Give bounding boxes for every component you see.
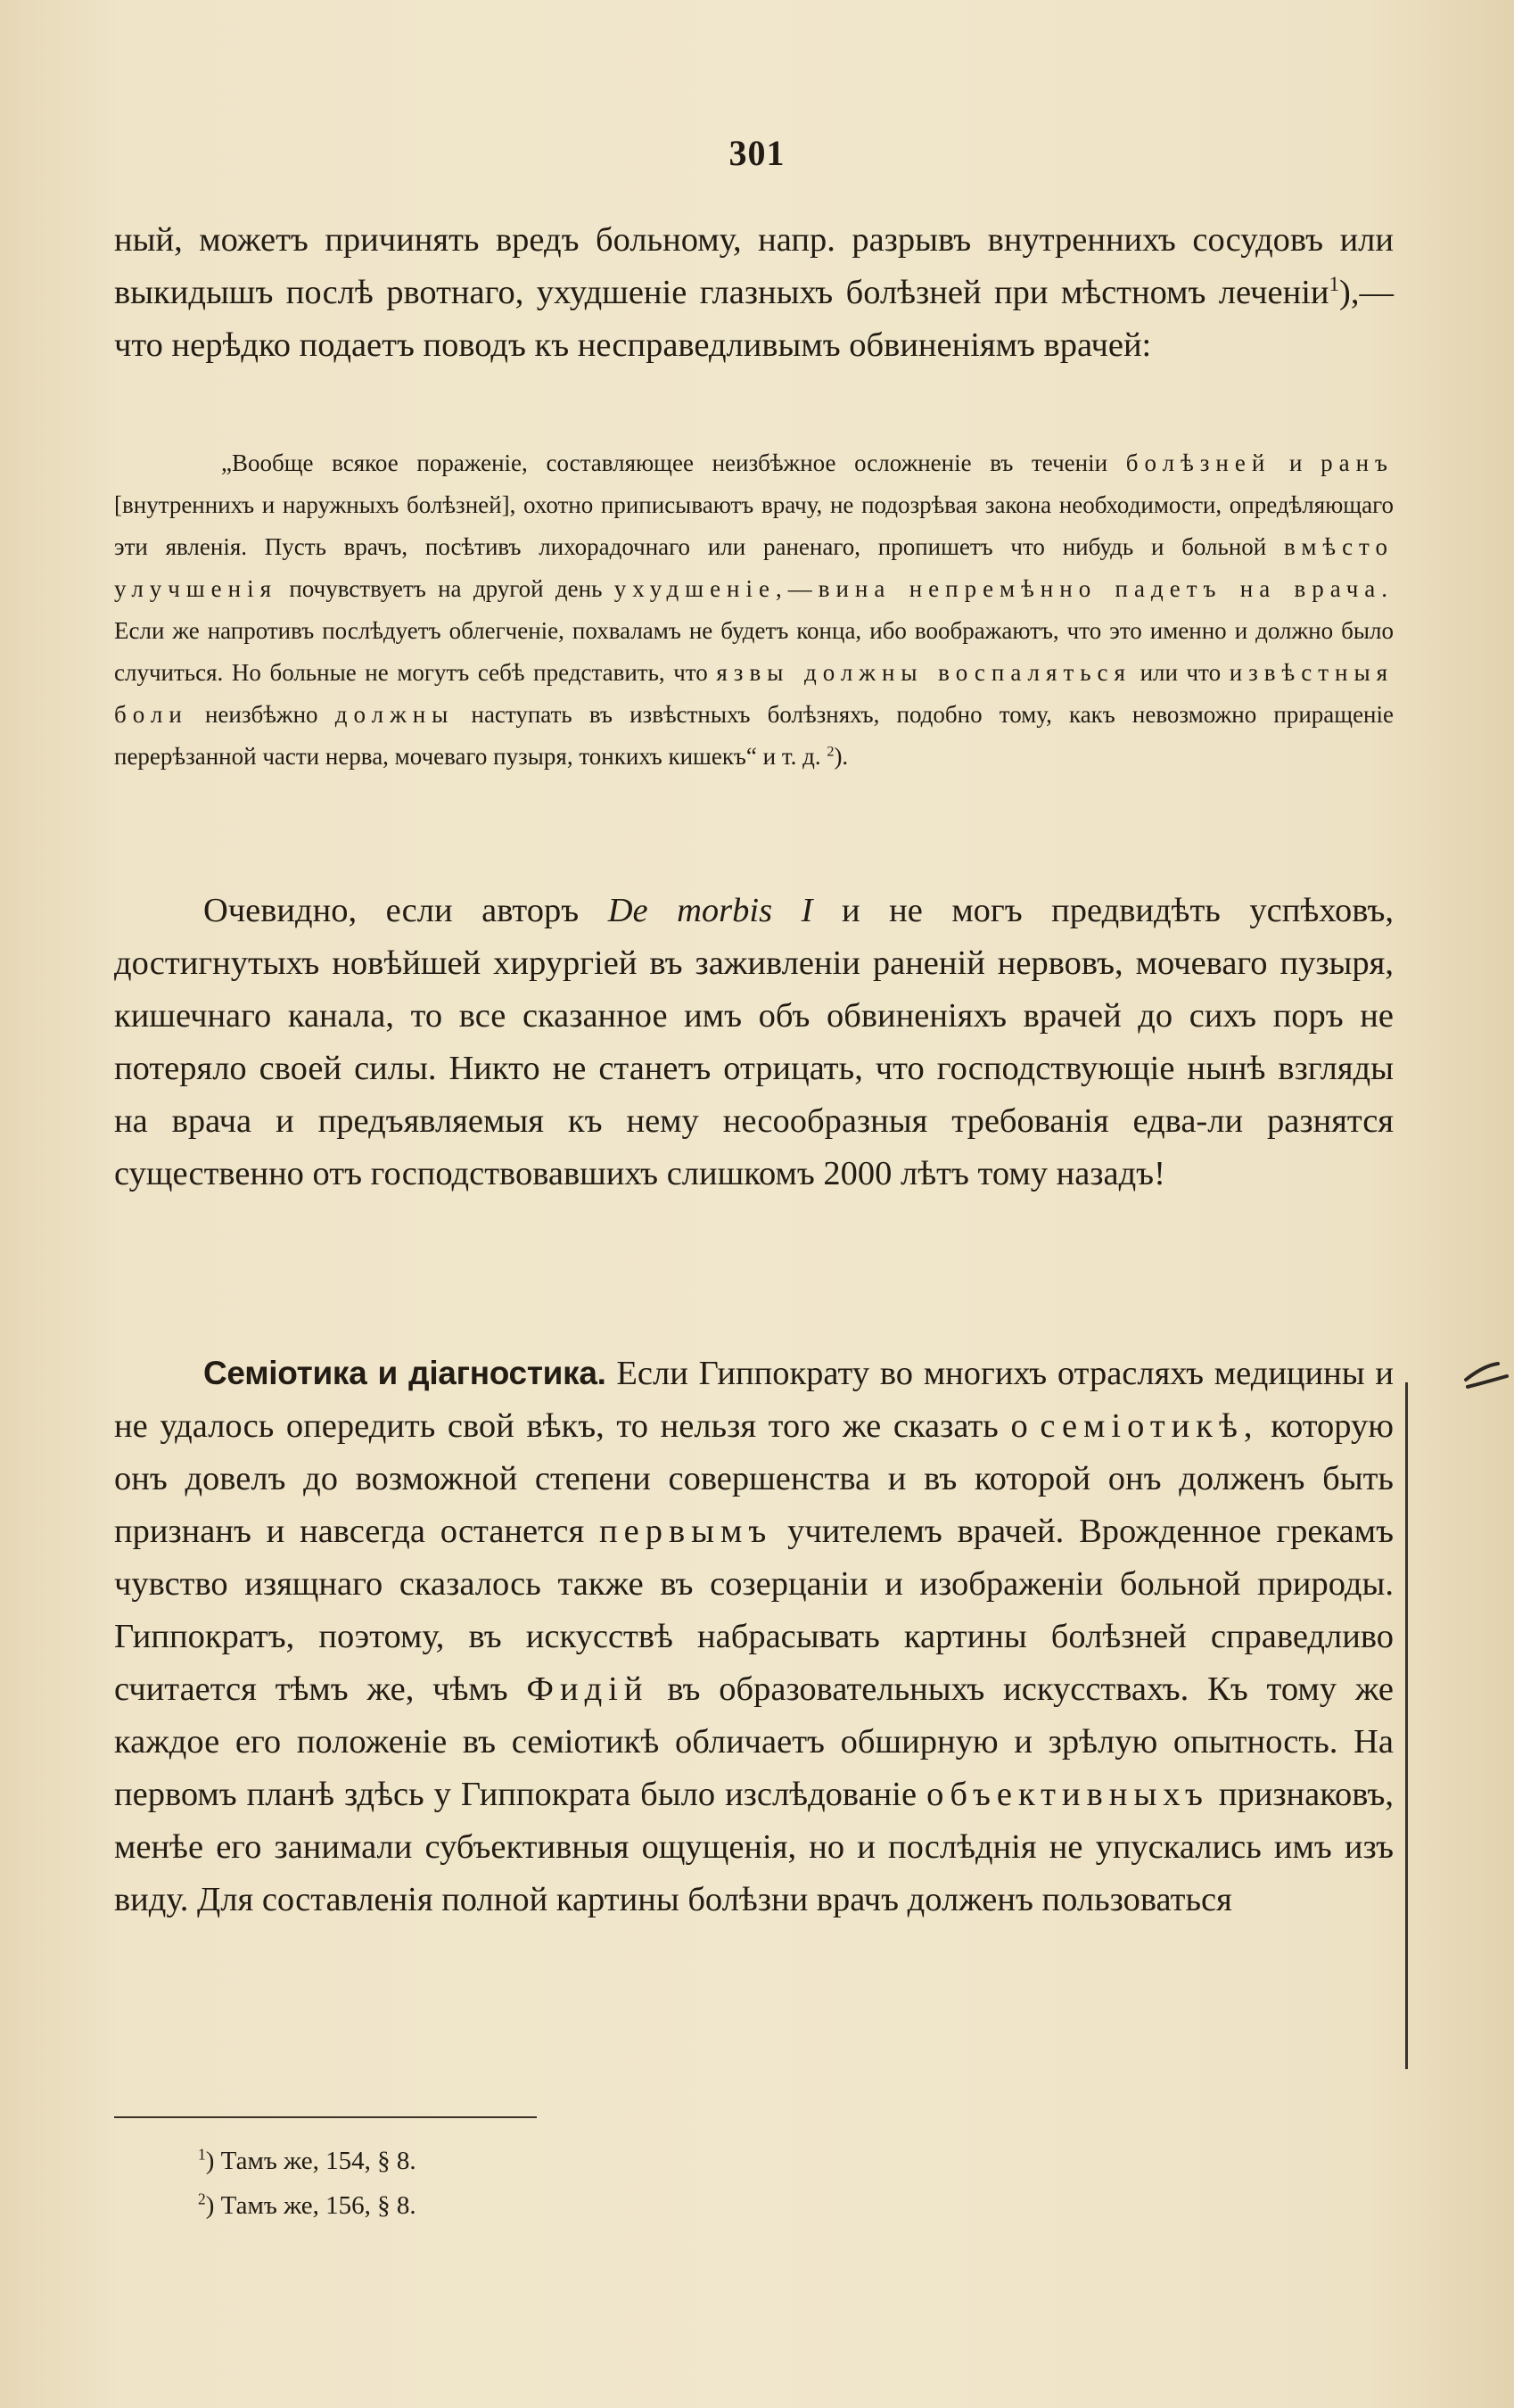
- section-text: которую онъ довелъ до возможной степени совершенства и въ которой онъ долженъ быть признанъ и навсегда останется: [114, 1407, 1395, 1550]
- quote-spaced-text: вмѣсто улучшенія: [114, 533, 1394, 602]
- paragraph-continuation: [114, 214, 1394, 372]
- quote-text: „Вообще всякое пораженіе, составляющее неизбѣжное осложненіе въ теченіи: [221, 449, 1108, 476]
- paragraph-text-b: ),—что нерѣдко подаетъ поводъ къ несправедливымъ обвиненіямъ врачей:: [114, 274, 1394, 364]
- margin-pencil-mark: [1462, 1360, 1510, 1396]
- footnote-number: 2: [198, 2189, 206, 2208]
- section-spaced-text: первымъ: [599, 1513, 773, 1550]
- quote-text: почувствуетъ на другой день: [289, 575, 603, 602]
- section-spaced-text: объективныхъ: [926, 1776, 1209, 1813]
- footnote-ref-2: 2: [827, 743, 835, 760]
- paragraph-de-morbis: [114, 885, 1394, 1200]
- quote-text: неизбѣжно: [204, 701, 318, 728]
- quote-text: или что: [1140, 659, 1222, 686]
- section-spaced-text: семіотикѣ,: [1040, 1407, 1259, 1445]
- paragraph-text: [114, 214, 1394, 372]
- section-spaced-text: Фидій: [526, 1670, 649, 1708]
- quote-spaced-text: извѣстныя боли: [114, 659, 1395, 728]
- footnotes: [198, 2139, 416, 2228]
- section-text: признаковъ, менѣе его занимали субъективныя ощущенія, но и послѣднія не упускались имъ изъ виду. Для составленія полной картины болѣзни врачъ долженъ пользоваться: [114, 1776, 1394, 1918]
- paragraph-text-a: ный, можетъ причинять вредъ больному, напр. разрывъ внутреннихъ сосудовъ или выкидышъ послѣ рвотнаго, ухудшеніе глазныхъ болѣзней при мѣстномъ леченіи: [114, 221, 1394, 311]
- quote-spaced-text: болѣзней: [1125, 449, 1271, 476]
- footnote-ref-1: 1: [1329, 272, 1340, 296]
- footnote-divider: [114, 2116, 537, 2118]
- section-text: Если Гиппократу во многихъ отрасляхъ медицины и не удалось опередить свой вѣкъ, то нельзя того же сказать о: [114, 1355, 1394, 1445]
- quote-text: наступать въ извѣстныхъ болѣзняхъ, подобно тому, какъ невозможно приращеніе перерѣзанной части нерва, мочеваго пузыря, тонкихъ кишекъ“ и т. д.: [114, 701, 1394, 770]
- quote-text: [внутреннихъ и наружныхъ болѣзней], охотно приписываютъ врачу, не подозрѣвая закона необходимости, опредѣляющаго эти явленія. Пусть врачъ, посѣтивъ лихорадочнаго или раненаго, пропишетъ что нибудь и больной: [114, 491, 1394, 560]
- section-semiotics: [114, 1347, 1394, 1926]
- block-quote: [114, 442, 1394, 778]
- paragraph-text: и не могъ предвидѣть успѣховъ, достигнутыхъ новѣйшей хирургіей въ заживленіи раненій нервовъ, мочеваго пузыря, кишечнаго канала, то все сказанное имъ объ обвиненіяхъ врачей до сихъ поръ не потеряло своей силы. Никто не станетъ отрицать, что господствующіе нынѣ взгляды на врача и предъявляемыя къ нему несообразныя требованія едва-ли разнятся существенно отъ господствовавшихъ слишкомъ 2000 лѣтъ тому назадъ!: [114, 892, 1395, 1192]
- footnote-item: [198, 2183, 416, 2228]
- quote-text: ).: [834, 743, 849, 770]
- quote-spaced-text: язвы должны воспаляться: [716, 659, 1131, 686]
- footnote-text: ) Тамъ же, 154, § 8.: [205, 2147, 416, 2175]
- quote-text: Если же напротивъ послѣдуетъ облегченіе, похваламъ не будетъ конца, ибо воображаютъ, что это именно и должно было случиться. Но больные не могутъ себѣ представить, что: [114, 617, 1394, 686]
- page-number: 301: [728, 133, 786, 173]
- footnote-text: ) Тамъ же, 156, § 8.: [205, 2191, 416, 2220]
- quote-text: и: [1288, 449, 1303, 476]
- footnote-number: 1: [198, 2145, 206, 2164]
- work-title: De morbis I: [607, 892, 813, 929]
- paragraph-text: [114, 885, 1394, 1200]
- paragraph-text: Очевидно, если авторъ: [203, 892, 580, 929]
- quote-spaced-text: ранъ: [1321, 449, 1395, 476]
- section-text: [114, 1347, 1394, 1926]
- section-text: учителемъ врачей. Врожденное грекамъ чувство изящнаго сказалось также въ созерцаніи и изображеніи больной природы. Гиппократъ, поэтому, въ искусствѣ набрасывать картины болѣзней справедливо считается тѣмъ же, чѣмъ: [114, 1513, 1394, 1708]
- section-heading: Семіотика и діагностика.: [203, 1355, 606, 1391]
- section-text: въ образовательныхъ искусствахъ. Къ тому же каждое его положеніе въ семіотикѣ обличаетъ обширную и зрѣлую опытность. На первомъ планѣ здѣсь у Гиппократа было изслѣдованіе: [114, 1670, 1395, 1813]
- footnote-item: [198, 2139, 416, 2183]
- quote-spaced-text: должны: [334, 701, 455, 728]
- margin-pencil-line: [1405, 1382, 1408, 2069]
- quote-spaced-text: ухудшеніе,—вина непремѣнно падетъ на врача.: [613, 575, 1395, 602]
